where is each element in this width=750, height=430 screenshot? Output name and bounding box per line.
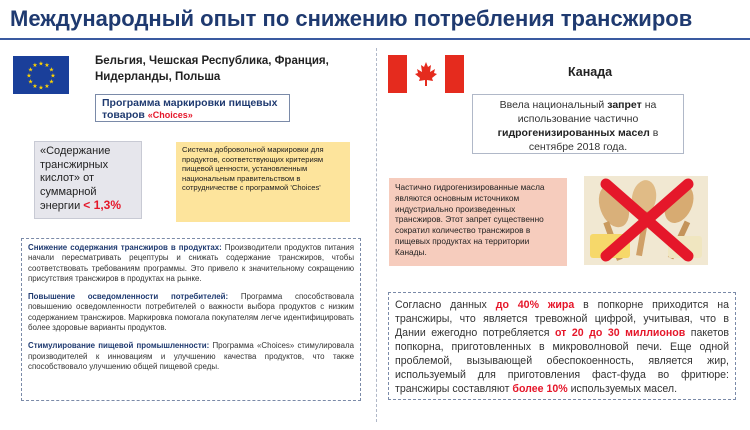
food-illustration xyxy=(584,176,708,265)
page-title: Международный опыт по снижению потребления трансжиров xyxy=(10,6,693,31)
popcorn-info-box xyxy=(388,292,736,400)
effect-heading: Стимулирование пищевой промышленности: xyxy=(28,341,210,351)
eu-star-icon: ★ xyxy=(38,85,44,92)
eu-star-icon: ★ xyxy=(27,79,34,86)
effect-text: Программа «Choices» стимулировала производителей к инновациям и улучшению качества продуктов, что также способствовало улучшению общей пищевой среды. xyxy=(28,341,354,371)
label-program-box xyxy=(95,94,290,122)
effect-item xyxy=(28,243,354,284)
eu-star-icon: ★ xyxy=(50,73,56,80)
effect-item xyxy=(28,341,354,372)
effect-text: Производители продуктов питания начали пересматривать рецептуры и снижать содержание трансжиров, чтобы соответствовать требованиям программы. Это привело к значительному сокращению присутствия трансжиров в продуктах на рынке. xyxy=(28,243,354,283)
eu-star-icon: ★ xyxy=(32,63,38,70)
eu-flag-icon xyxy=(13,56,69,94)
canada-flag-icon xyxy=(388,55,464,93)
popcorn-highlight-3: более 10% xyxy=(512,383,568,395)
effect-heading: Повышение осведомленности потребителей: xyxy=(28,292,229,302)
title-rule xyxy=(0,38,750,40)
effects-box xyxy=(21,238,361,401)
ban-text-1: Ввела национальный xyxy=(499,99,605,111)
eu-star-icon: ★ xyxy=(48,67,55,74)
choices-name: «Choices» xyxy=(147,110,193,120)
ban-text-2: на использование частично xyxy=(517,99,657,125)
effect-item xyxy=(28,292,354,333)
ban-text-3: в сентябре 2018 года. xyxy=(528,127,659,153)
canada-info-box: Частично гидрогенизированные масла являются основным источником индустриально произведенных трансжиров. Этот запрет существенно сократил количество трансжиров в пищевых продуктах на территории Канады. xyxy=(389,178,567,266)
eu-star-icon: ★ xyxy=(48,79,55,86)
trans-value: < 1,3% xyxy=(83,198,121,212)
flag-band-left xyxy=(388,55,407,93)
ban-bold-2: гидрогенизированных масел xyxy=(497,127,650,139)
ban-box xyxy=(472,94,684,154)
column-divider xyxy=(376,48,377,422)
eu-star-icon: ★ xyxy=(44,83,50,90)
trans-label: «Содержание трансжирных кислот» от суммарной энергии xyxy=(40,145,111,212)
label-program-text: Программа маркировки пищевых товаров xyxy=(102,97,278,121)
popcorn-highlight-1: до 40% жира xyxy=(495,299,575,311)
effect-text: Программа способствовала повышению осведомленности потребителей о важности выбора продуктов с низким содержанием трансжиров. Маркировка помогала покупателям легче идентифицировать более здоровые варианты продуктов. xyxy=(28,292,355,333)
canada-title: Канада xyxy=(568,65,613,79)
ban-bold-1: запрет xyxy=(607,99,642,111)
effect-heading: Снижение содержания трансжиров в продуктах: xyxy=(28,243,222,252)
popcorn-text-3: пакетов попкорна, приготовленных в микроволновой печи. Еще одной проблемой, вызывающей обеспокоенность, является жир, используемый для приготовления фаст-фуда во фритюре: трансжиры составляют xyxy=(395,327,729,395)
popcorn-text-2: в попкорне приходится на трансжиры, что является тревожной цифрой, учитывая, что в Дании ежегодно потребляется xyxy=(395,299,729,339)
eu-star-icon: ★ xyxy=(38,61,44,68)
maple-leaf-icon xyxy=(414,61,438,87)
popcorn-text-4: используемых масел. xyxy=(570,383,678,395)
system-description: Система добровольной маркировки для продуктов, соответствующих критериям пищевой ценности, установленным национальным правительством в сотрудничестве с программой 'Choices' xyxy=(176,142,350,222)
food-photo xyxy=(584,176,708,265)
eu-star-icon: ★ xyxy=(32,83,38,90)
trans-fat-criterion-box xyxy=(34,141,142,219)
eu-star-icon: ★ xyxy=(27,67,34,74)
flag-band-right xyxy=(445,55,464,93)
eu-star-icon: ★ xyxy=(44,63,50,70)
popcorn-highlight-2: от 20 до 30 миллионов xyxy=(554,327,686,339)
eu-star-icon: ★ xyxy=(26,73,32,80)
eu-countries: Бельгия, Чешская Республика, Франция, Нидерланды, Польша xyxy=(95,55,329,83)
popcorn-text-1: Согласно данных xyxy=(395,299,487,311)
